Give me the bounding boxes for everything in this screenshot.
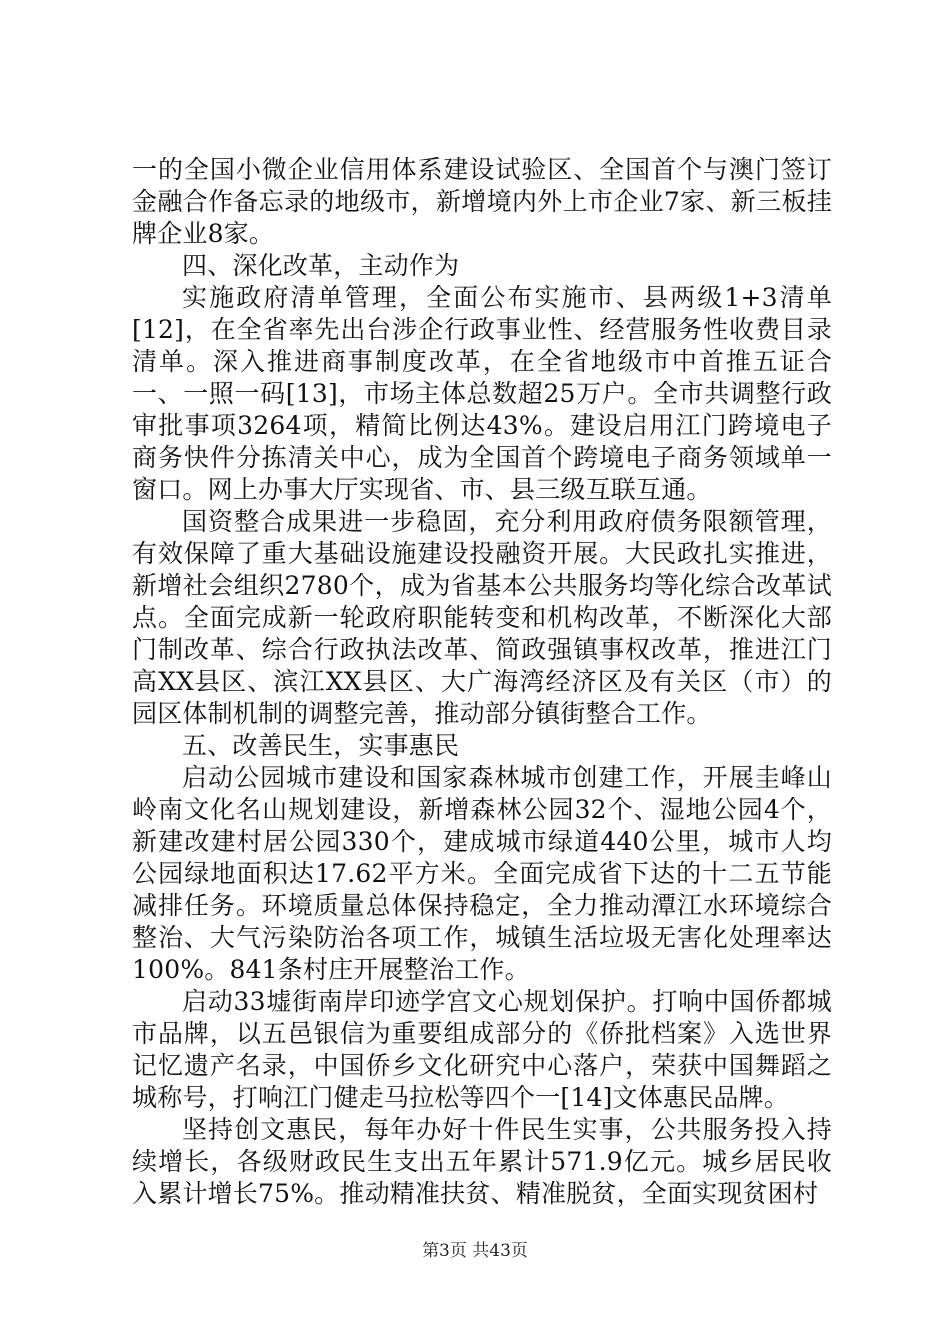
paragraph-state-assets: 国资整合成果进一步稳固，充分利用政府债务限额管理，有效保障了重大基础设施建设投融资开展。大民政扎实推进，新增社会组织2780个，成为省基本公共服务均等化综合改革试点。全面完成新一轮政府职能转变和机构改革，不断深化大部门制改革、综合行政执法改革、简政强镇事权改革，推进江门高XX县区、滨江XX县区、大广海湾经济区及有关区（市）的园区体制机制的调整完善，推动部分镇街整合工作。 [132, 507, 832, 728]
section-heading-reform: 四、深化改革，主动作为 [182, 251, 460, 280]
section-heading-livelihood: 五、改善民生，实事惠民 [182, 731, 460, 760]
paragraph-culture-brand: 启动33墟街南岸印迹学宫文心规划保护。打响中国侨都城市品牌，以五邑银信为重要组成部分的《侨批档案》入选世界记忆遗产名录，中国侨乡文化研究中心落户，荣获中国舞蹈之城称号，打响江门健走马拉松等四个一[14]文体惠民品牌。 [132, 987, 832, 1112]
paragraph-government-list: 实施政府清单管理，全面公布实施市、县两级1+3清单[12]，在全省率先出台涉企行政事业性、经营服务性收费目录清单。深入推进商事制度改革，在全省地级市中首推五证合一、一照一码[13]，市场主体总数超25万户。全市共调整行政审批事项3264项，精简比例达43%。建设启用江门跨境电子商务快件分拣清关中心，成为全国首个跨境电子商务领域单一窗口。网上办事大厅实现省、市、县三级互联互通。 [132, 283, 832, 504]
paragraph-livelihood-projects: 坚持创文惠民，每年办好十件民生实事，公共服务投入持续增长，各级财政民生支出五年累计571.9亿元。城乡居民收入累计增长75%。推动精准扶贫、精准脱贫，全面实现贫困村 [132, 1115, 832, 1208]
page-number-footer: 第3页 共43页 [422, 1241, 528, 1261]
paragraph-park-city: 启动公园城市建设和国家森林城市创建工作，开展圭峰山岭南文化名山规划建设，新增森林公园32个、湿地公园4个，新建改建村居公园330个，建成城市绿道440公里，城市人均公园绿地面积达17.62平方米。全面完成省下达的十二五节能减排任务。环境质量总体保持稳定，全力推动潭江水环境综合整治、大气污染防治各项工作，城镇生活垃圾无害化处理率达100%。841条村庄开展整治工作。 [132, 763, 832, 984]
paragraph-continuation: 一的全国小微企业信用体系建设试验区、全国首个与澳门签订金融合作备忘录的地级市，新增境内外上市企业7家、新三板挂牌企业8家。 [132, 155, 832, 248]
document-body [132, 154, 832, 1210]
